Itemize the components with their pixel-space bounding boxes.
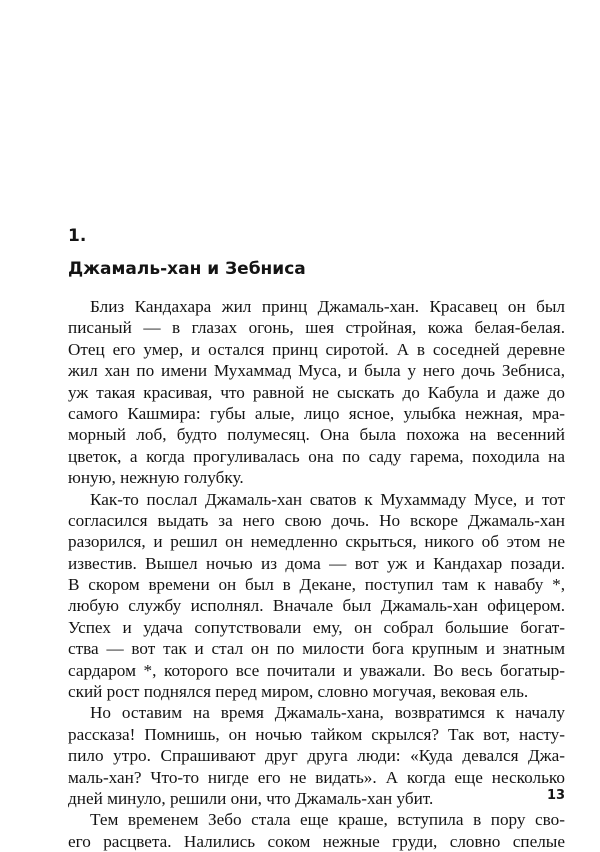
text-line: писаный — в глазах огонь, шея стройная, кожа белая-белая. xyxy=(68,318,565,338)
text-line: Успех и удача сопутствовали ему, он собрал большие богат- xyxy=(68,617,565,637)
text-line: пило утро. Спрашивают друг друга люди: «Куда девался Джа- xyxy=(68,746,565,766)
text-line: разорился, и решил он немедленно скрыться, никого об этом не xyxy=(68,532,565,552)
text-line: любую службу исполнял. Вначале был Джамаль-хан офицером. xyxy=(68,596,565,616)
text-line: известив. Вышел ночью из дома — вот уж и Кандахар позади. xyxy=(68,553,565,573)
text-line: ства — вот так и стал он по милости бога крупным и знатным xyxy=(68,639,565,659)
text-line: Тем временем Зебо стала еще краше, вступила в пору сво- xyxy=(90,810,565,830)
text-line: Отец его умер, и остался принц сиротой. А в соседней деревне xyxy=(68,339,565,359)
page-number: 13 xyxy=(547,788,566,803)
chapter-number: 1. xyxy=(68,226,87,246)
text-line: морный лоб, будто полумесяц. Она была похожа на весенний xyxy=(68,425,565,445)
text-line: согласился выдать за него свою дочь. Но вскоре Джамаль-хан xyxy=(68,510,565,530)
text-line: Близ Кандахара жил принц Джамаль-хан. Красавец он был xyxy=(90,297,565,316)
text-line: рассказа! Помнишь, он ночью тайком скрылся? Так вот, насту- xyxy=(68,724,565,744)
text-line: самого Кашмира: губы алые, лицо ясное, улыбка нежная, мра- xyxy=(68,403,565,423)
text-line: уж такая красивая, что равной не сыскать до Кабула и даже до xyxy=(68,382,565,402)
text-line: ский рост поднялся перед миром, словно могучая, вековая ель. xyxy=(68,682,529,702)
text-line: сардаром *, которого все почитали и уважали. Во весь богатыр- xyxy=(68,660,565,680)
text-line: жил хан по имени Мухаммад Муса, и была у него дочь Зебниса, xyxy=(68,361,565,381)
text-line: маль-хан? Что-то нигде его не видать». А когда еще несколько xyxy=(68,767,565,787)
text-line: цветок, а когда прогуливалась она по саду гарема, походила на xyxy=(68,446,565,466)
text-line: юную, нежную голубку. xyxy=(68,468,244,488)
story-text xyxy=(68,296,565,852)
text-line: его расцвета. Налились соком нежные груди, словно спелые xyxy=(68,831,565,851)
text-line: В скором времени он был в Декане, поступил там к навабу *, xyxy=(68,575,565,595)
text-line: Но оставим на время Джамаль-хана, возвратимся к началу xyxy=(90,703,565,723)
text-line: дней минуло, решили они, что Джамаль-хан убит. xyxy=(68,788,434,808)
text-line: Как-то послал Джамаль-хан сватов к Мухаммаду Мусе, и тот xyxy=(90,489,565,509)
chapter-title: Джамаль-хан и Зебниса xyxy=(68,259,306,279)
